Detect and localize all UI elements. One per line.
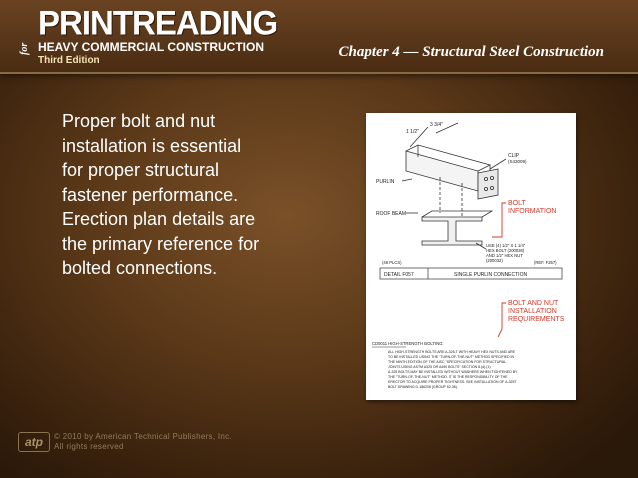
detail-title: SINGLE PURLIN CONNECTION — [454, 272, 528, 278]
dim-top: 3 3/4" — [430, 122, 443, 128]
req-label-1: BOLT AND NUT — [508, 300, 559, 307]
copyright-notice — [54, 432, 232, 452]
use-note-3: AND 1/2" HEX NUT — [486, 253, 523, 258]
purlin-label: PURLIN — [376, 179, 395, 185]
detail-number: DETAIL F057 — [384, 272, 414, 278]
bolt-info-label-2: INFORMATION — [508, 208, 557, 215]
book-logo-edition: Third Edition — [38, 55, 100, 66]
spec-line: JOINTS USING ASTM A325 OR A490 BOLTS" SECTION 8.(d).(1). — [388, 365, 492, 369]
book-logo-for: for — [19, 42, 30, 55]
ref-note: (REF. F257) — [534, 260, 557, 265]
spec-line: THE "TURN-OF-THE-NUT" METHOD. IT IS THE RESPONSIBILITY OF THE — [388, 375, 508, 379]
roof-beam-label: ROOF BEAM — [376, 211, 407, 217]
spec-line: ERECTOR TO ACQUIRE PROPER TIGHTNESS. SEE INSTALLATION OF A-325T — [388, 380, 517, 384]
spec-line: BOLT DRAWING D-186208 (GROUP 52-36). — [388, 385, 458, 389]
copyright-line-1: © 2010 by American Technical Publishers, Inc. — [54, 432, 232, 441]
plcs-note: (46 PLCS) — [382, 260, 402, 265]
clip-code: (S43009) — [508, 159, 527, 164]
spec-line: A-325 BOLTS MAY BE INSTALLED WITHOUT WASHERS WHEN TIGHTENED BY — [388, 370, 518, 374]
book-logo-title: PRINTREADING — [38, 3, 278, 42]
bolt-info-label-1: BOLT — [508, 200, 526, 207]
req-label-2: INSTALLATION — [508, 308, 557, 315]
structural-detail-figure — [366, 113, 576, 400]
bolt-info-callout — [492, 203, 506, 237]
book-logo-subtitle: HEAVY COMMERCIAL CONSTRUCTION — [38, 40, 265, 54]
use-note-4: (200032) — [486, 258, 503, 263]
use-note-2: HEX BOLT (200026) — [486, 248, 525, 253]
connection-sketch — [402, 123, 506, 249]
clip-label: CLIP — [508, 153, 520, 159]
spec-line: ALL HIGH-STRENGTH BOLTS ARE A-325-T WITH HEAVY HEX NUTS AND ARE — [388, 350, 516, 354]
chapter-title: Chapter 4 — Structural Steel Construction — [338, 44, 604, 60]
spec-line: THE NINTH EDITION OF THE AISC "SPECIFICATION FOR STRUCTURAL — [388, 360, 507, 364]
dim-left: 1 1/2" — [406, 129, 419, 135]
slide-body-text: Proper bolt and nut installation is essential for proper structural fastener performance. Erection plan details are the primary reference for bolted connections. — [62, 111, 260, 278]
requirements-callout — [498, 303, 506, 337]
slide-header — [0, 0, 638, 74]
copyright-line-2: All rights reserved — [54, 442, 124, 451]
spec-heading: CD0011 HIGH-STRENGTH BOLTING: — [372, 341, 444, 346]
detail-drawing — [366, 113, 576, 400]
req-label-3: REQUIREMENTS — [508, 316, 565, 323]
spec-line: TO BE INSTALLED USING THE "TURN-OF-THE-NUT" METHOD SPECIFIED IN — [388, 355, 514, 359]
publisher-logo: atp — [18, 432, 50, 452]
use-note-1: USE (4) 1/2" X 1 1/4" — [486, 243, 526, 248]
